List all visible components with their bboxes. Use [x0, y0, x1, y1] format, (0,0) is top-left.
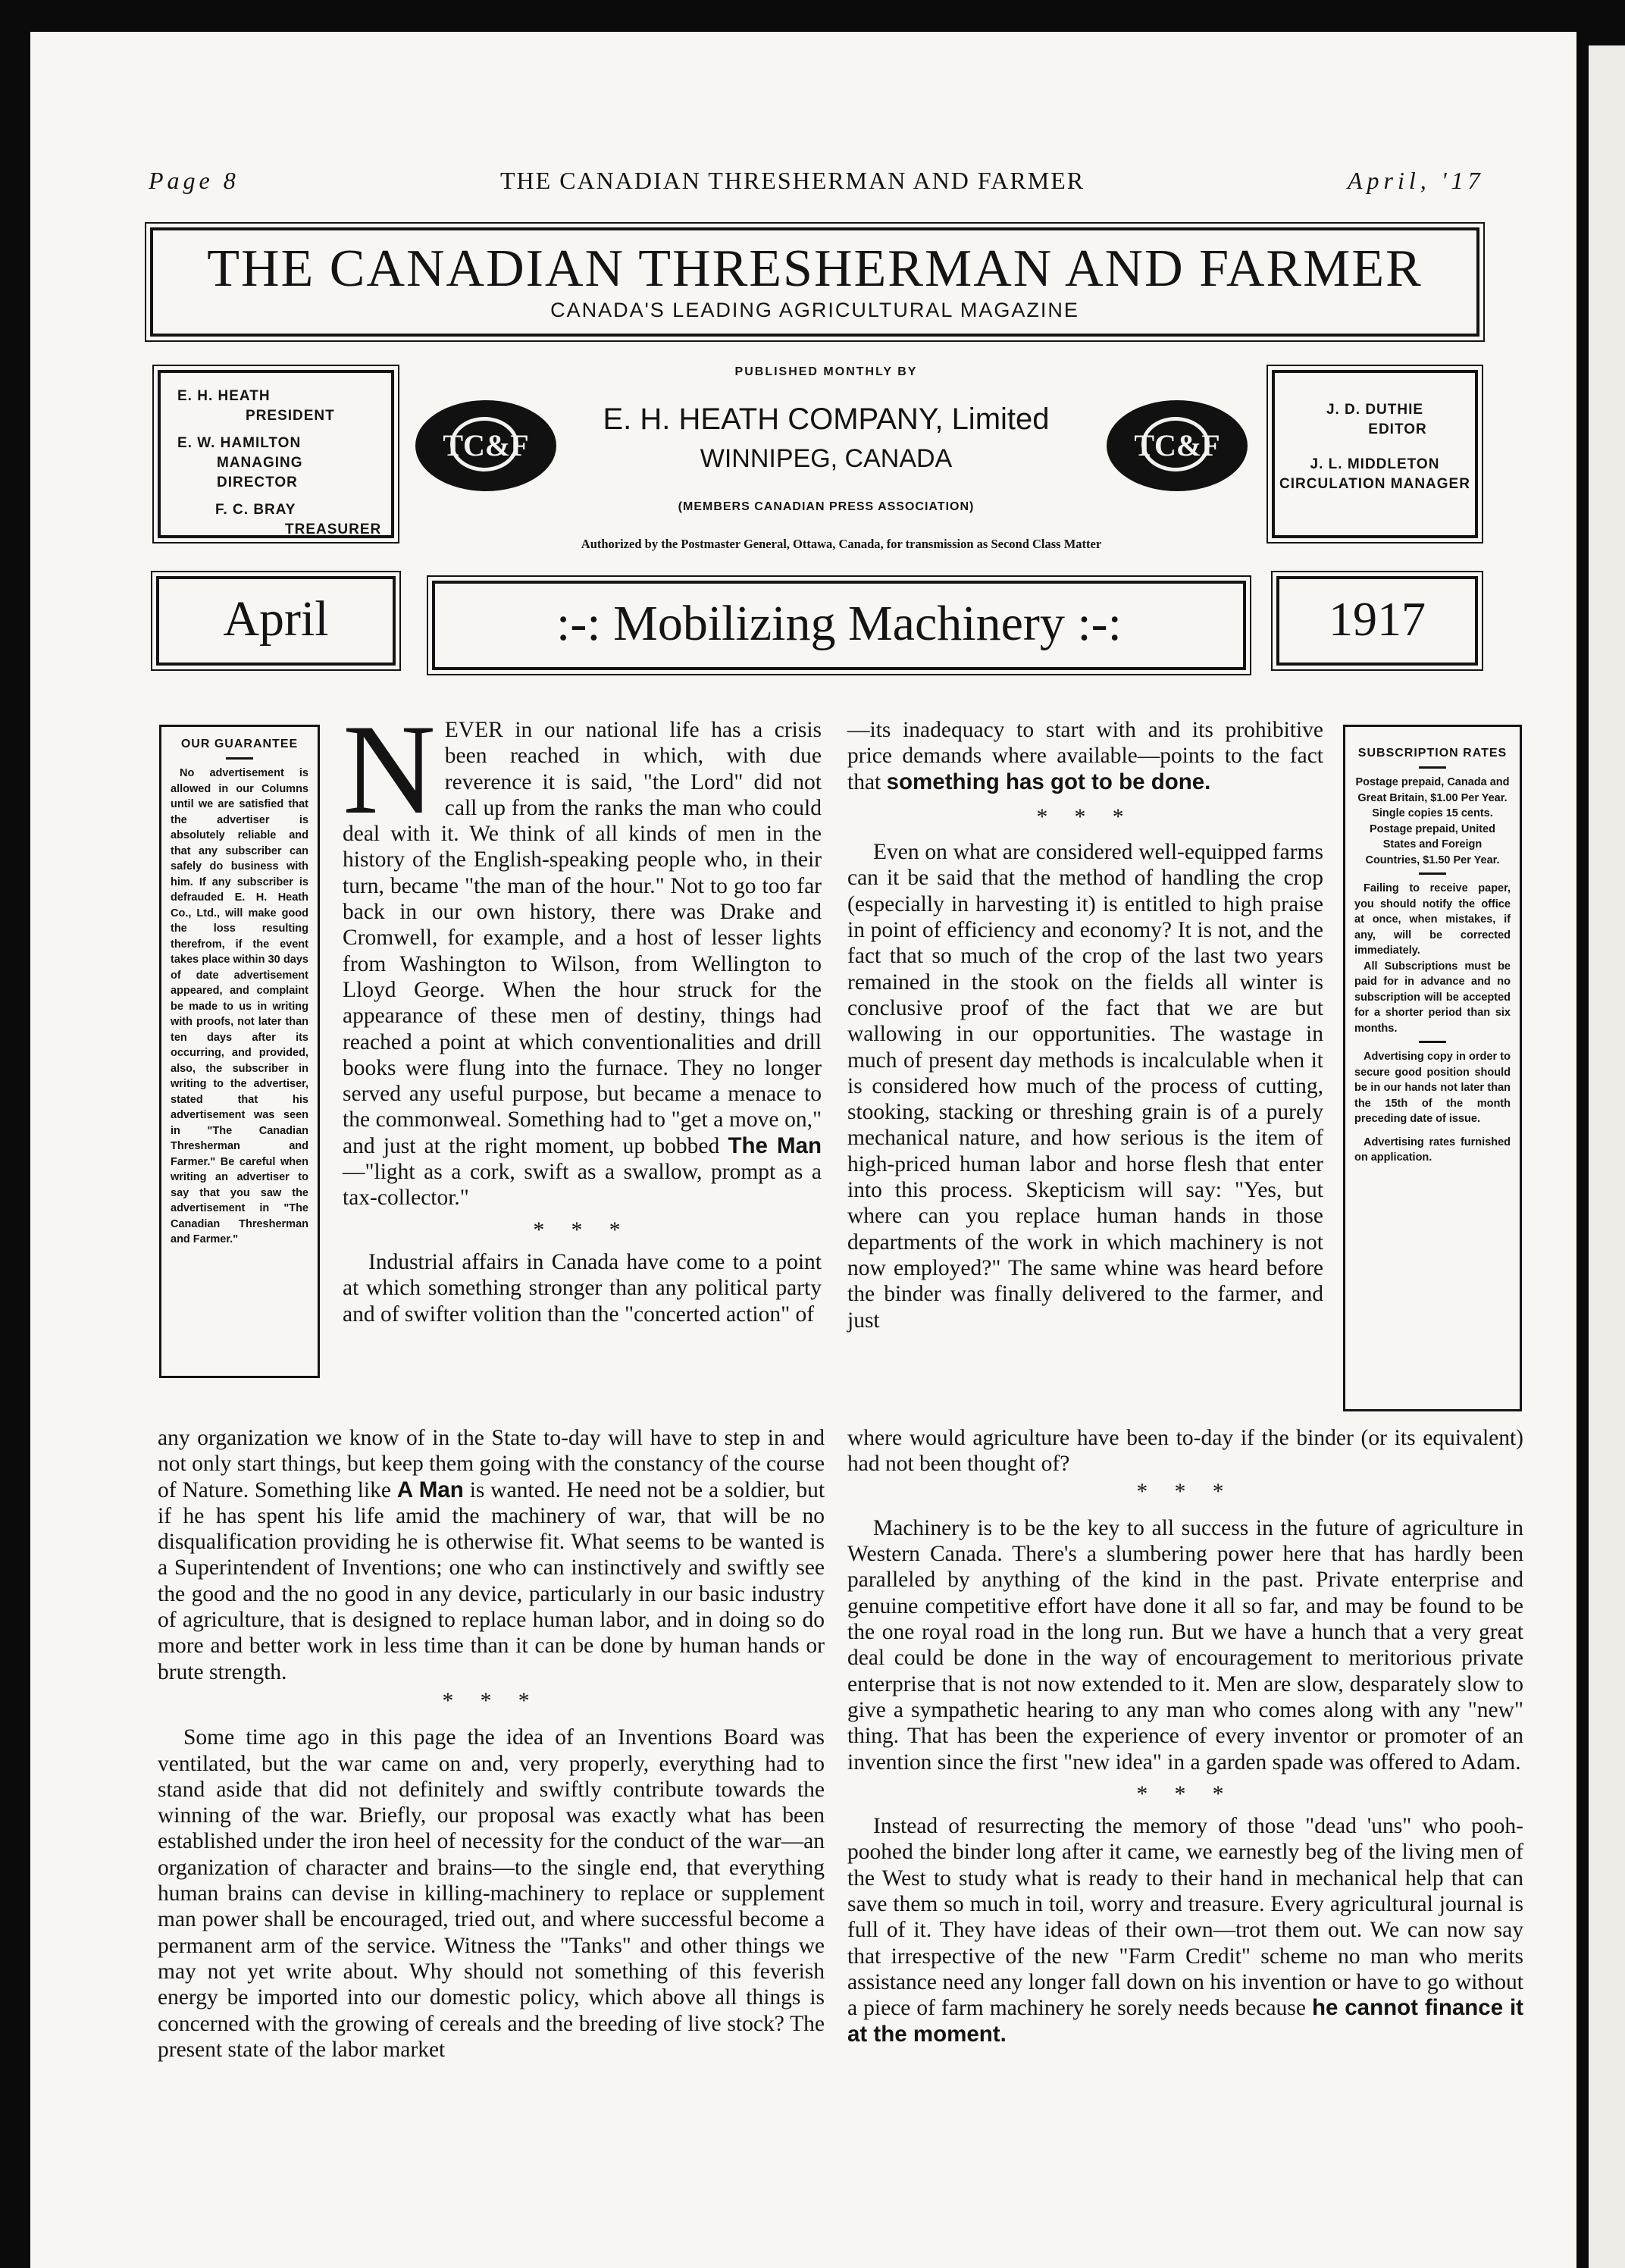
company-logo-left: TC&F: [415, 400, 556, 491]
section-break: * * *: [442, 1688, 540, 1713]
adjacent-page-edge: [1589, 45, 1625, 2268]
masthead-subtitle: CANADA'S LEADING AGRICULTURAL MAGAZINE: [550, 299, 1079, 321]
subscription-title: SUBSCRIPTION RATES: [1357, 747, 1508, 760]
masthead-title: THE CANADIAN THRESHERMAN AND FARMER: [207, 240, 1423, 298]
advertising-copy-notice: Advertising copy in order to secure good position should be in our hands not later than the 15th of the month preceding date of issue.: [1354, 1051, 1511, 1125]
section-break: * * *: [1036, 804, 1135, 829]
advertising-rates-notice: Advertising rates furnished on application.: [1354, 1136, 1511, 1164]
paragraph-6: Machinery is to be the key to all success in the future of agriculture in Western Canada. There's a slumbering power here that has hardly been paralleled by anything of the kind in the past. Private enterprise and genuine competitive effort have done it all so far, and may be found to be the one royal road in the long run. But we have a hunch that a very great deal could be done in the way of encouragement to meritorious private enterprise that is not now extended to it. Men are slow, desparately slow to give a sympathetic hearing to any man who comes along with any "new" thing. That has been the experience of every inventor or promoter of an invention since the first "new idea" in a garden spade was offered to Adam.: [847, 1515, 1523, 1775]
banner-year: 1917: [1276, 576, 1478, 666]
page-number: Page 8: [149, 167, 240, 194]
staff-role-managing-director: MANAGING DIRECTOR: [217, 455, 303, 490]
publisher-name: E. H. HEATH COMPANY, Limited: [603, 403, 1050, 436]
paragraph-5: Even on what are considered well-equipped farms can it be said that the method of handling the crop (especially in harvesting it) is entitled to high praise in point of efficiency and economy? It is not, and the fact that so much of the crop of the last two years remained in the stook on the fields all winter is conclusive proof of the fact that we are but wallowing in our opportunities. The wastage in much of present day methods is incalculable when it is considered how much of the process of cutting, stooking, stacking or threshing grain is of a purely mechanical nature, and how serious is the item of high-priced human labor and horse flesh that enter into this process. Skepticism will say: "Yes, but where can you replace human hands in those departments of the work in which machinery is not now employed?" The same whine was heard before the binder was finally delivered to the farmer, and just: [847, 840, 1323, 1333]
staff-box-right: [1272, 370, 1478, 538]
single-copy-price: Single copies 15 cents.: [1372, 807, 1493, 819]
guarantee-text: No advertisement is allowed in our Columns until we are satisfied that the advertiser is absolutely reliable and that any subscriber can safely do business with him. If any subscriber is defrauded E. H. Heath Co., Ltd., will make good the loss resulting therefrom, if the event takes place within 30 days of date advertisement appeared, and complaint be made to us in writing with proofs, not later than ten days after its occurring, and provided, also, the subscriber in writing to the advertiser, stated that his advertisement was seen in "The Canadian Thresherman and Farmer." Be careful when writing an advertiser to say that you saw the advertisement in "The Canadian Thresherman and Farmer.": [171, 767, 308, 1245]
emphasis-the-man: The Man: [728, 1132, 822, 1158]
banner-headline: :-: Mobilizing Machinery :-:: [432, 581, 1246, 670]
staff-name-circulation: J. L. MIDDLETON: [1310, 456, 1440, 472]
staff-box-left: [158, 370, 394, 538]
staff-name-treasurer: F. C. BRAY: [215, 502, 296, 518]
staff-role-editor: EDITOR: [1368, 421, 1427, 437]
rates-foreign: Postage prepaid, United States and Foreign Countries, $1.50 Per Year.: [1365, 822, 1500, 866]
staff-role-president: PRESIDENT: [246, 408, 335, 424]
drop-cap: N: [343, 698, 436, 841]
paragraph-2-end: is wanted. He need not be a soldier, but if he has spent his life amid the machinery of war, that will be no disqualification providing he is otherwise fit. What seems to be wanted is a Superintendent of Inventions; one who can instinctively and swiftly see the good and the no good in any device, particularly in our basic industry of agriculture, that is designed to replace human labor, and in doing so do more and better work in less time than it can be done by human hands or brute strength.: [158, 1477, 825, 1684]
article-column-1-upper: [343, 698, 822, 1327]
staff-role-circulation: CIRCULATION MANAGER: [1279, 476, 1470, 492]
emphasis-finance: he cannot finance it at the moment.: [847, 1995, 1523, 2047]
paragraph-1-end: —"light as a cork, swift as a swallow, prompt as a tax-collector.": [343, 1160, 822, 1211]
paragraph-1: EVER in our national life has a crisis been reached in which, with due reverence it is said, "the Lord" did not call up from the ranks the man who could deal with it. We think of all kinds of men in the history of the English-speaking people who, in their turn, became "the man of the hour." Not to go too far back in our own history, there was Drake and Cromwell, for example, and a host of lesser lights from Washington to Wilson, from Wellington to Lloyd George. When the hour struck for the appearance of these men of destiny, things had reached a point at which conventionalities and drill books were flung into the furnace. They no longer served any useful purpose, but became a menace to the commonweal. Something had to "get a move on," and just at the right moment, up bobbed: [343, 718, 822, 1158]
staff-name-editor: J. D. DUTHIE: [1326, 402, 1424, 418]
press-association: (MEMBERS CANADIAN PRESS ASSOCIATION): [678, 500, 975, 513]
paragraph-4: —its inadequacy to start with and its prohibitive price demands where available—points to the fact that: [847, 718, 1323, 794]
subscription-terms: All Subscriptions must be paid for in advance and no subscription will be accepted for a shorter period than six months.: [1354, 960, 1511, 1035]
article-column-1-lower: [158, 1425, 825, 2063]
section-break: * * *: [1136, 1479, 1235, 1504]
article-column-2-lower: [847, 1425, 1523, 2047]
rates-canada: Postage prepaid, Canada and Great Britain, $1.00 Per Year.: [1355, 776, 1510, 804]
publisher-city: WINNIPEG, CANADA: [700, 444, 953, 473]
failing-notice: Failing to receive paper, you should notify the office at once, when mistakes, if any, will be corrected immediately.: [1354, 882, 1511, 957]
guarantee-title: OUR GUARANTEE: [180, 738, 299, 750]
running-date: April, '17: [1348, 167, 1485, 194]
staff-name-managing-director: E. W. HAMILTON: [177, 435, 302, 451]
subscription-box: [1343, 725, 1522, 1411]
section-break: * * *: [533, 1217, 631, 1242]
paragraph-7: Instead of resurrecting the memory of those "dead 'uns" who pooh-poohed the binder long after it came, we earnestly beg of the living men of the West to study what is ready to their hand in mechanical help that can save them so much in toil, worry and treasure. Every agricultural journal is full of it. They have ideas of their own—trot them out. We can now say that irrespective of the new "Farm Credit" scheme no man who merits assistance need any longer fall down on his invention or have to go without a piece of farm machinery he sorely needs because: [847, 1814, 1523, 2021]
section-break: * * *: [1136, 1781, 1235, 1806]
emphasis-something-done: something has got to be done.: [886, 769, 1211, 794]
staff-name-president: E. H. HEATH: [177, 388, 271, 404]
paragraph-3: Some time ago in this page the idea of an Inventions Board was ventilated, but the war came on and, very properly, everything had to stand aside that did not definitely and swiftly contribute towards the winning of the war. Briefly, our proposal was exactly what has been established under the iron heel of necessity for the conduct of the war—an organization of character and brains—to the single end, that everything human brains can devise in killing-machinery to replace or supplement man power shall be encouraged, tried out, and where successful become a permanent arm of the service. Witness the "Tanks" and other things we may not yet write about. Why should not something of this feverish energy be imported into our domestic policy, which above all things is concerned with the growing of cereals and the breeding of live stock? The present state of the labor market: [158, 1725, 825, 2062]
published-by: PUBLISHED MONTHLY BY: [734, 365, 918, 378]
article-column-2-upper: [847, 717, 1323, 1333]
postal-authorization: Authorized by the Postmaster General, Ottawa, Canada, for transmission as Second Class Matter: [581, 537, 1102, 551]
paragraph-5-end: where would agriculture have been to-day if the binder (or its equivalent) had not been thought of?: [847, 1426, 1523, 1477]
running-title: THE CANADIAN THRESHERMAN AND FARMER: [500, 167, 1085, 194]
masthead-box: [150, 227, 1479, 337]
staff-role-treasurer: TREASURER: [285, 522, 382, 537]
banner-month: April: [156, 576, 396, 666]
company-logo-right: TC&F: [1107, 400, 1248, 491]
emphasis-a-man: A Man: [396, 1477, 464, 1502]
paragraph-2-cont: any organization we know of in the State to-day will have to step in and not only start things, but keep them going with the constancy of the course of Nature. Something like: [158, 1426, 825, 1502]
paragraph-2-start: Industrial affairs in Canada have come to a point at which something stronger than any political party and of swifter volition than the "concerted action" of: [343, 1249, 822, 1327]
guarantee-box: [159, 725, 320, 1378]
